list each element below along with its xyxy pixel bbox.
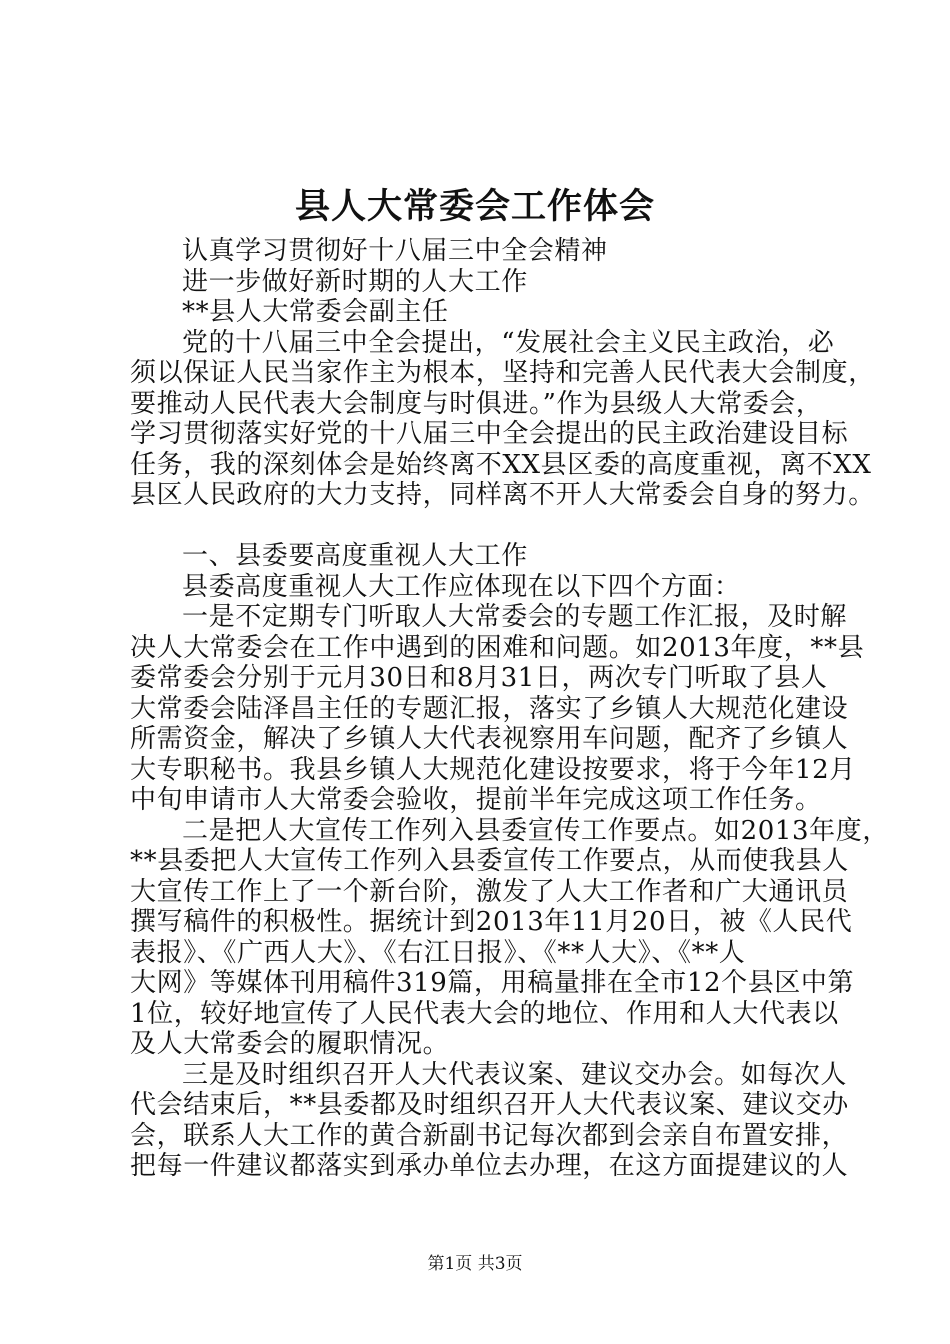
paragraph-line: 一是不定期专门听取人大常委会的专题工作汇报，及时解: [182, 602, 848, 632]
paragraph-line: 大网》等媒体刊用稿件319篇，用稿量排在全市12个县区中第: [130, 968, 855, 998]
header-line: 进一步做好新时期的人大工作: [182, 266, 528, 297]
paragraph-line: 表报》、《广西人大》、《右江日报》、《**人大》、《**人: [130, 937, 746, 968]
paragraph-line: 及人大常委会的履职情况。: [130, 1029, 450, 1059]
paragraph-line: 会，联系人大工作的黄合新副书记每次都到会亲自布置安排，: [130, 1120, 849, 1151]
paragraph-line: 任务，我的深刻体会是始终离不XX县区委的高度重视，离不XX: [130, 449, 872, 480]
paragraph-line: 大宣传工作上了一个新台阶，激发了人大工作者和广大通讯员: [130, 876, 849, 907]
document-title: 县人大常委会工作体会: [294, 186, 655, 227]
paragraph-line: 须以保证人民当家作主为根本，坚持和完善人民代表大会制度，: [130, 358, 875, 388]
section-heading: 一、县委要高度重视人大工作: [182, 541, 528, 571]
document-body: [130, 236, 889, 1182]
paragraph-line: 1位，较好地宣传了人民代表大会的地位、作用和人大代表以: [130, 998, 839, 1029]
paragraph-line: 所需资金，解决了乡镇人大代表视察用车问题，配齐了乡镇人: [130, 724, 849, 754]
page-number: 第1页 共3页: [427, 1254, 523, 1274]
paragraph-line: 学习贯彻落实好党的十八届三中全会提出的民主政治建设目标: [130, 419, 849, 449]
header-line: 认真学习贯彻好十八届三中全会精神: [182, 236, 608, 266]
paragraph-gap: [130, 511, 850, 542]
section-intro: 县委高度重视人大工作应体现在以下四个方面：: [182, 571, 741, 602]
paragraph-line: 三是及时组织召开人大代表议案、建议交办会。如每次人: [182, 1059, 848, 1090]
paragraph-line: 党的十八届三中全会提出，“发展社会主义民主政治，必: [182, 327, 835, 358]
paragraph-line: 大常委会陆泽昌主任的专题汇报，落实了乡镇人大规范化建设: [130, 693, 849, 724]
paragraph-line: **县委把人大宣传工作列入县委宣传工作要点，从而使我县人: [130, 846, 849, 876]
paragraph-line: 把每一件建议都落实到承办单位去办理，在这方面提建议的人: [130, 1151, 849, 1181]
author-line: **县人大常委会副主任: [182, 297, 449, 327]
paragraph-line: 要推动人民代表大会制度与时俱进。”作为县级人大常委会，: [130, 388, 823, 419]
paragraph-line: 委常委会分别于元月30日和8月31日，两次专门听取了县人: [130, 663, 828, 693]
paragraph-line: 大专职秘书。我县乡镇人大规范化建设按要求，将于今年12月: [130, 754, 856, 785]
paragraph-line: 中旬申请市人大常委会验收，提前半年完成这项工作任务。: [130, 785, 822, 815]
paragraph-line: 二是把人大宣传工作列入县委宣传工作要点。如2013年度，: [182, 815, 889, 846]
paragraph-line: 代会结束后，**县委都及时组织召开人大代表议案、建议交办: [130, 1090, 849, 1120]
paragraph-line: 撰写稿件的积极性。据统计到2013年11月20日，被《人民代: [130, 907, 853, 937]
paragraph-line: 决人大常委会在工作中遇到的困难和问题。如2013年度，**县: [130, 632, 865, 663]
paragraph-line: 县区人民政府的大力支持，同样离不开人大常委会自身的努力。: [130, 480, 875, 510]
